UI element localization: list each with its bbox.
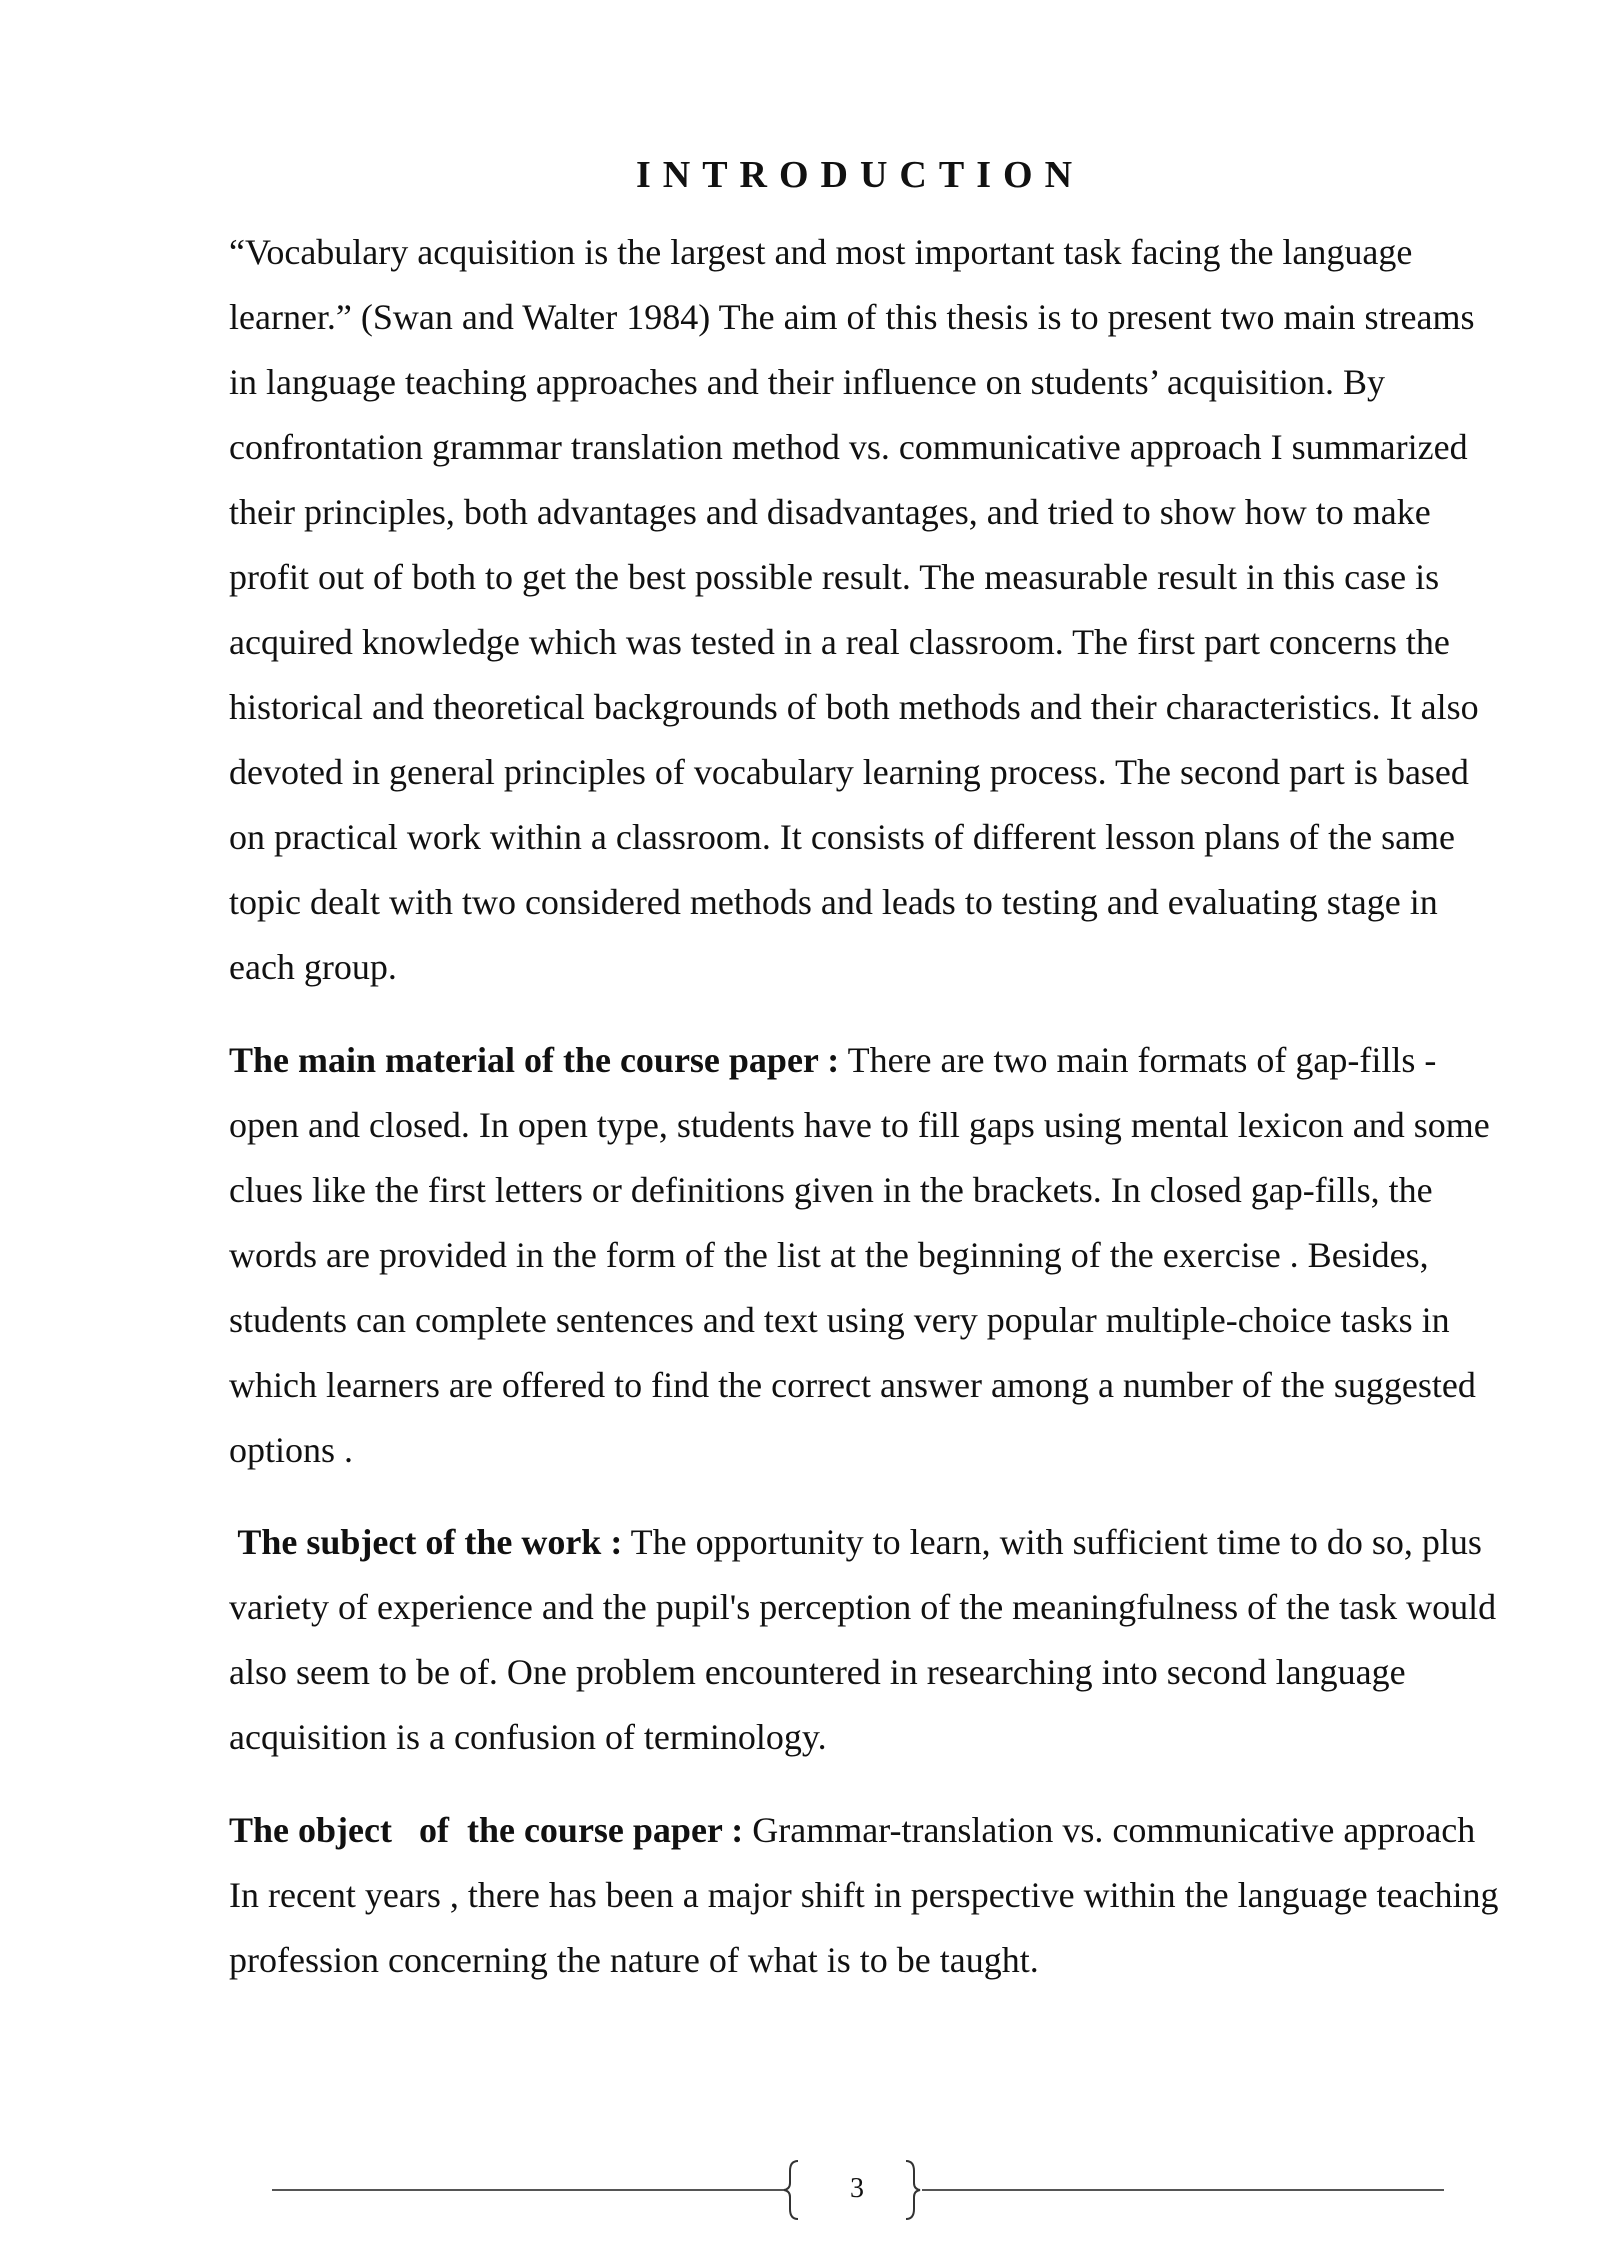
footer-rule-left: [272, 2189, 787, 2191]
object-paragraph: [229, 1798, 1504, 1993]
object-text: [229, 1798, 1504, 1993]
page-number: 3: [850, 2173, 864, 2204]
subject-label: The subject of the work :: [229, 1522, 623, 1562]
page-title: INTRODUCTION: [635, 154, 1085, 196]
page-footer: [272, 2155, 1444, 2225]
main-material-label: The main material of the course paper :: [229, 1040, 840, 1080]
intro-paragraph: [229, 220, 1504, 1000]
main-material-paragraph: [229, 1028, 1504, 1483]
subject-text: [229, 1510, 1504, 1770]
main-material-text: [229, 1028, 1504, 1483]
object-body: Grammar-translation vs. communicative approach In recent years , there has been a major shift in perspective within the language teaching profession concerning the nature of what is to be taught.: [229, 1810, 1499, 1980]
intro-text: “Vocabulary acquisition is the largest and most important task facing the language learner.” (Swan and Walter 1984) The aim of this thesis is to present two main streams in language teaching approaches and their influence on students’ acquisition. By confrontation grammar translation method vs. communicative approach I summarized their principles, both advantages and disadvantages, and tried to show how to make profit out of both to get the best possible result. The measurable result in this case is acquired knowledge which was tested in a real classroom. The first part concerns the historical and theoretical backgrounds of both methods and their characteristics. It also devoted in general principles of vocabulary learning process. The second part is based on practical work within a classroom. It consists of different lesson plans of the same topic dealt with two considered methods and leads to testing and evaluating stage in each group.: [229, 232, 1479, 987]
subject-paragraph: [229, 1510, 1504, 1770]
right-brace-icon: [902, 2155, 922, 2225]
object-label: The object of the course paper :: [229, 1810, 744, 1850]
footer-rule-right: [922, 2189, 1444, 2191]
subject-body: The opportunity to learn, with sufficient time to do so, plus variety of experience and the pupil's perception of the meaningfulness of the task would also seem to be of. One problem encountered in researching into second language acquisition is a confusion of terminology.: [229, 1522, 1497, 1757]
main-material-body: There are two main formats of gap-fills - open and closed. In open type, students have to fill gaps using mental lexicon and some clues like the first letters or definitions given in the brackets. In closed gap-fills, the words are provided in the form of the list at the beginning of the exercise . Besides, students can complete sentences and text using very popular multiple-choice tasks in which learners are offered to find the correct answer among a number of the suggested options .: [229, 1040, 1490, 1470]
